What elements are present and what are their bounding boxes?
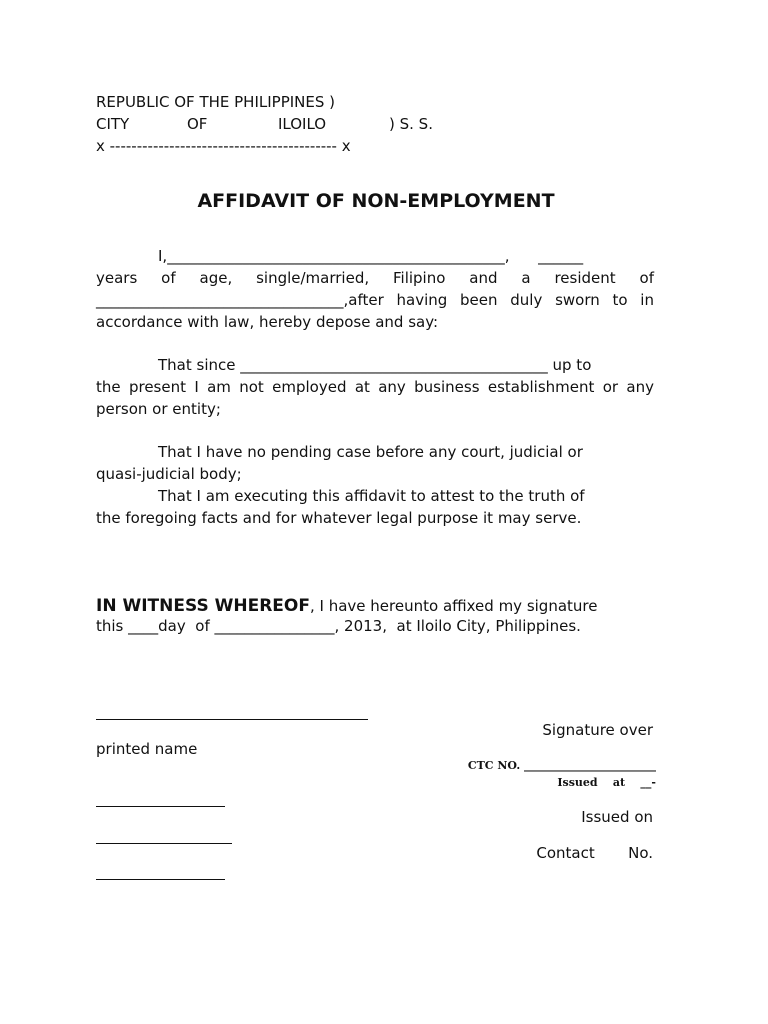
header-ss: ) S. S. (389, 115, 433, 133)
paragraph-3-first-line: That I have no pending case before any court, judicial or (158, 443, 583, 461)
paragraph-2-first-line: That since _________________________________________ up to (158, 356, 592, 374)
header-of-word: OF (187, 115, 208, 133)
header-x-line: x ------------------------------------------ x (96, 137, 351, 155)
header-republic: REPUBLIC OF THE PHILIPPINES ) (96, 93, 336, 111)
printed-name-label: printed name (96, 740, 198, 758)
blank-line-2 (96, 843, 232, 844)
blank-line-3 (96, 879, 225, 880)
witness-rest: , I have hereunto affixed my signature (310, 597, 598, 615)
paragraph-4-body: the foregoing facts and for whatever legal purpose it may serve. (96, 509, 582, 527)
blank-line-1 (96, 806, 225, 807)
witness-lead: IN WITNESS WHEREOF (96, 596, 310, 616)
paragraph-3-body: quasi-judicial body; (96, 465, 242, 483)
paragraph-4-first-line: That I am executing this affidavit to attest to the truth of (158, 487, 585, 505)
document-title: AFFIDAVIT OF NON-EMPLOYMENT (197, 190, 555, 212)
witness-line (96, 595, 597, 617)
witness-date-line: this ____day of ________________, 2013, at Iloilo City, Philippines. (96, 617, 581, 635)
paragraph-1-body: years of age, single/married, Filipino and a resident of _________________________________,after having been duly sworn to in accordance with law, hereby depose and say: (96, 269, 654, 331)
issued-on-label: Issued on (581, 808, 653, 826)
issued-at-label: Issued at __- (557, 776, 656, 789)
ctc-no-label: CTC NO. ________________________ (467, 759, 656, 772)
paragraph-1-first-line: I,_____________________________________________, ______ (158, 247, 584, 265)
paragraph-2-body: the present I am not employed at any business establishment or any person or entity; (96, 378, 654, 418)
contact-no-label: Contact No. (536, 844, 653, 862)
header-city-name: ILOILO (278, 115, 327, 133)
signature-line (96, 719, 368, 720)
header-city-word: CITY (96, 115, 130, 133)
signature-over-label: Signature over (542, 721, 653, 739)
